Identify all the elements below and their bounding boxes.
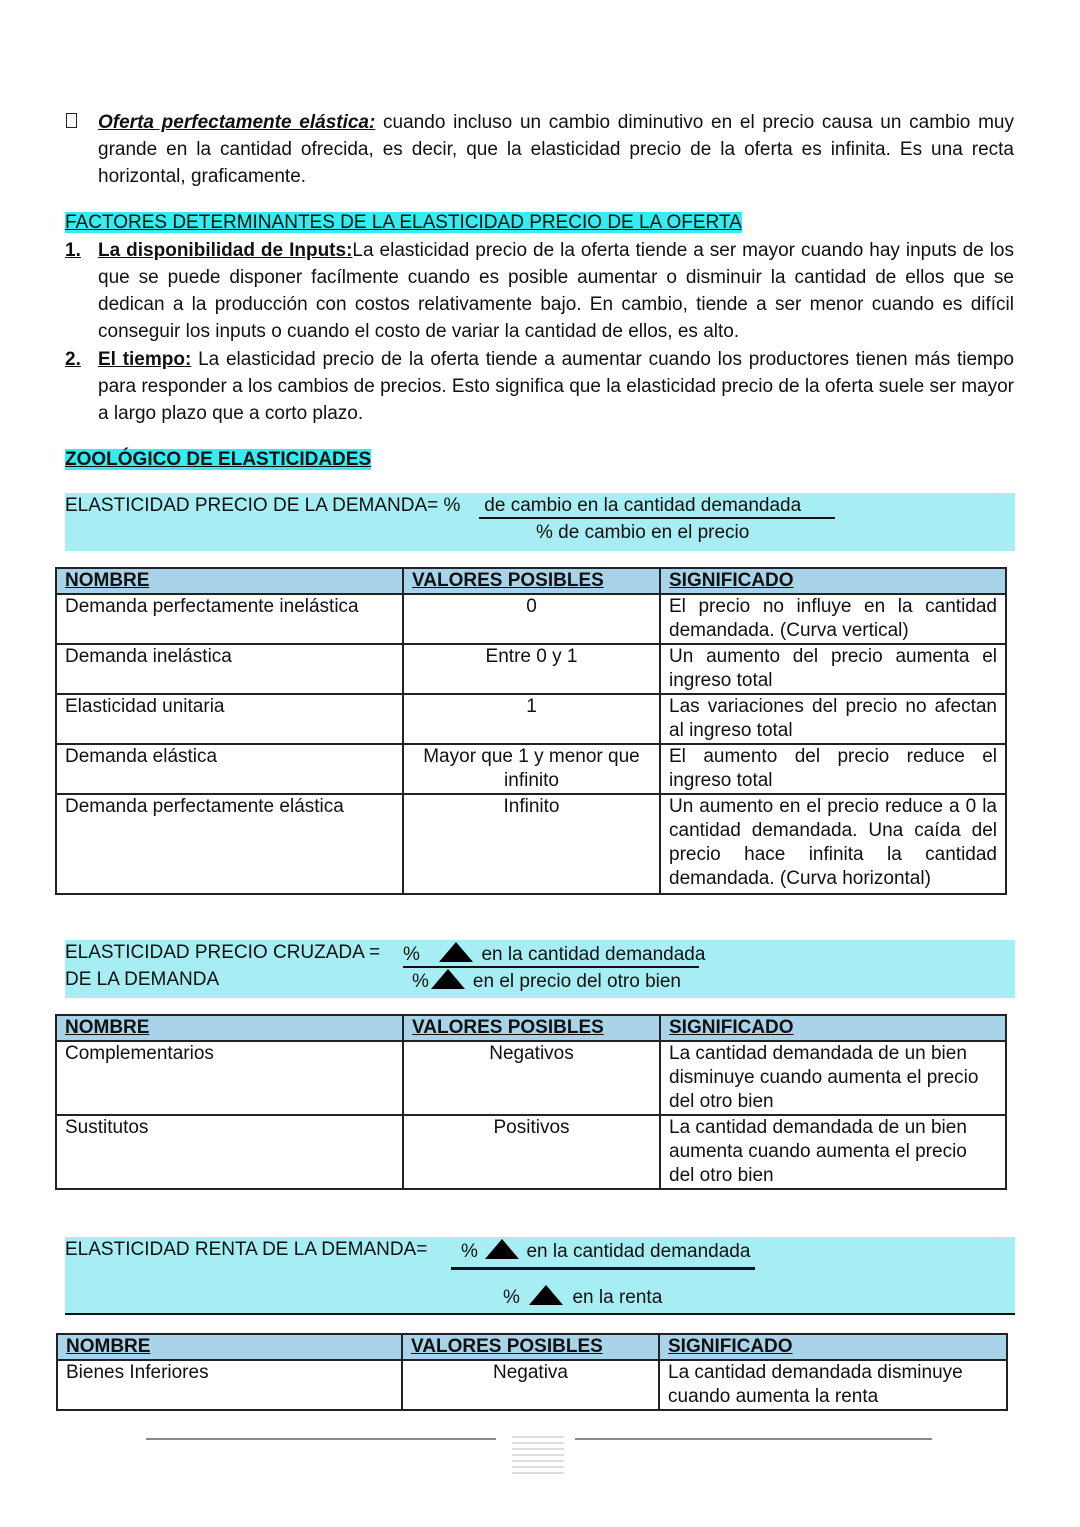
income-elasticity-formula: ELASTICIDAD RENTA DE LA DEMANDA= % en la cantidad demandada % en la renta [65,1237,1015,1315]
intro-term: Oferta perfectamente elástica: [98,112,376,133]
price-elasticity-table: NOMBRE VALORES POSIBLES SIGNIFICADO Demanda perfectamente inelástica 0 El precio no influye en la cantidad demandada. (Curva vertical) Demanda inelástica Entre 0 y 1 Un aumento del precio aumenta el ingreso total Elasticidad unitaria 1 Las variaciones del precio no afectan al ingreso total Demanda elástica Mayor que 1 y menor que infinito El aumento del precio reduce el ingreso total Demanda perfectamente elástica Infinito Un aumento en el precio reduce a 0 la cantidad demandada. Una caída del precio hace infinita la cantidad demandada. (Curva horizontal) [55,567,1007,895]
table-row: Bienes Inferiores Negativa La cantidad demandada disminuye cuando aumenta la renta [57,1360,1007,1410]
footer-divider [146,1438,496,1440]
table-row: Demanda perfectamente elástica Infinito Un aumento en el precio reduce a 0 la cantidad demandada. Una caída del precio hace infinita la cantidad demandada. (Curva horizontal) [56,794,1006,894]
table-row: Demanda inelástica Entre 0 y 1 Un aumento del precio aumenta el ingreso total [56,644,1006,694]
table-row: Complementarios Negativos La cantidad demandada de un bien disminuye cuando aumenta el precio del otro bien [56,1041,1006,1115]
cross-elasticity-table: NOMBRE VALORES POSIBLES SIGNIFICADO Complementarios Negativos La cantidad demandada de un bien disminuye cuando aumenta el precio del otro bien Sustitutos Positivos La cantidad demandada de un bien aumenta cuando aumenta el precio del otro bien [55,1014,1007,1190]
table-row: Sustitutos Positivos La cantidad demandada de un bien aumenta cuando aumenta el precio del otro bien [56,1115,1006,1189]
table-row: Demanda elástica Mayor que 1 y menor que infinito El aumento del precio reduce el ingreso total [56,744,1006,794]
cross-elasticity-formula: ELASTICIDAD PRECIO CRUZADA = DE LA DEMANDA % en la cantidad demandada % en el precio del otro bien [65,940,1015,998]
income-elasticity-table: NOMBRE VALORES POSIBLES SIGNIFICADO Bienes Inferiores Negativa La cantidad demandada disminuye cuando aumenta la renta [56,1333,1008,1411]
factor-item-2: 2. El tiempo: La elasticidad precio de la oferta tiende a aumentar cuando los productores tienen más tiempo para responder a los cambios de precios. Esto significa que la elasticidad precio de la oferta suele ser mayor a largo plazo que a corto plazo. [65,349,1015,424]
zoo-heading: ZOOLÓGICO DE ELASTICIDADES [65,449,372,470]
intro-text: cuando incluso un cambio diminutivo en el precio causa un cambio muy grande en la cantidad ofrecida, es decir, que la elasticidad precio de la oferta es infinita. Es una recta horizontal, graficamente. [98,112,1014,187]
footer-divider [575,1438,932,1440]
delta-icon [529,1285,563,1305]
bullet-icon [66,113,77,128]
factor-item-1: 1. La disponibilidad de Inputs:La elasticidad precio de la oferta tiende a ser mayor cuando hay inputs de los que se puede disponer facílmente cuando es posible aumentar o disminuir la cantidad de ellos que se dedican a la producción con costos relativamente bajo. En cambio, tiende a ser menor cuando es difícil conseguir los inputs o cuando el costo de variar la cantidad de ellos, es alto. [65,240,1014,342]
footer-logo [512,1436,564,1476]
table-row: Elasticidad unitaria 1 Las variaciones del precio no afectan al ingreso total [56,694,1006,744]
table-row: Demanda perfectamente inelástica 0 El precio no influye en la cantidad demandada. (Curva vertical) [56,594,1006,644]
delta-icon [431,969,465,989]
intro-paragraph [98,109,1014,190]
delta-icon [439,942,473,962]
delta-icon [485,1239,519,1259]
factors-heading: FACTORES DETERMINANTES DE LA ELASTICIDAD PRECIO DE LA OFERTA [65,212,742,233]
price-elasticity-formula: ELASTICIDAD PRECIO DE LA DEMANDA= % de cambio en la cantidad demandada % de cambio en el precio [65,493,1015,551]
